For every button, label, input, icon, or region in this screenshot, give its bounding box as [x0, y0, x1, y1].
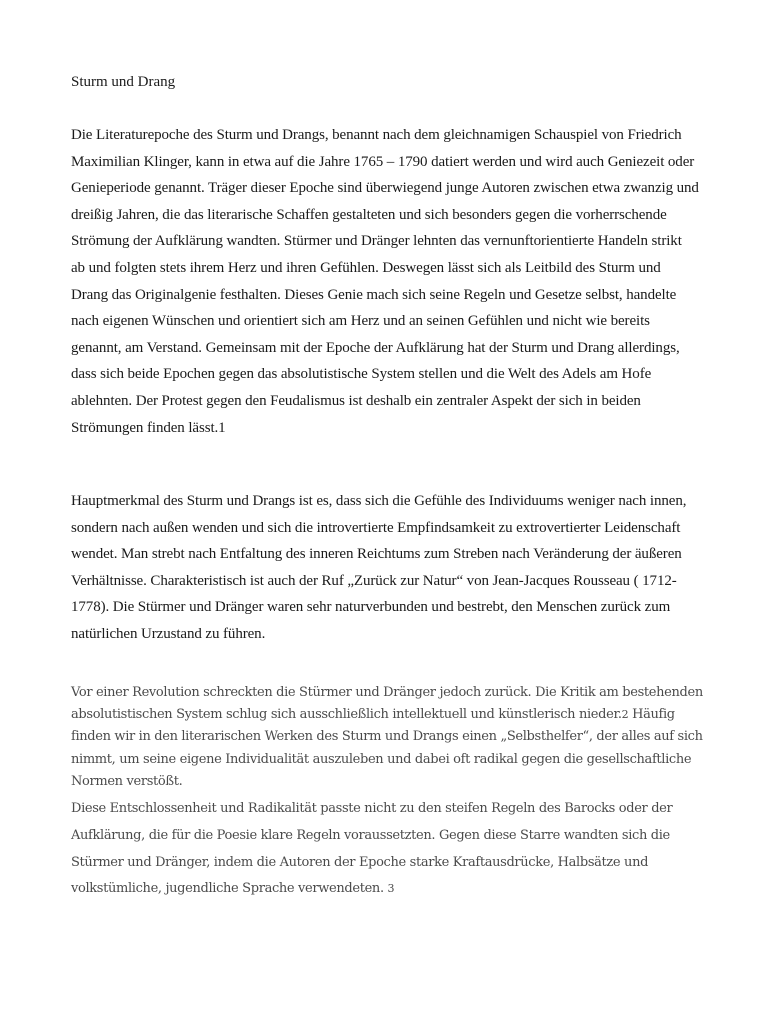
paragraph-language-text: Diese Entschlossenheit und Radikalität passte nicht zu den steifen Regeln des Barocks oder der Aufklärung, die für die Poesie klare Regeln voraussetzten. Gegen diese Starre wandten sich die Stürmer und Dränger, indem die Autoren der Epoche starke Kraftausdrücke, Halbsätze und volkstümliche, jugendliche Sprache verwendeten. — [71, 801, 673, 897]
paragraph-revolution-text-end: Häufig finden wir in den literarischen Werken des Sturm und Drangs einen „Selbsthelfer“, der alles auf sich nimmt, um seine eigene Individualität auszuleben und dabei oft radikal gegen die gesellschaftliche Normen verstößt. — [71, 707, 703, 789]
paragraph-introduction: Die Literaturepoche des Sturm und Drangs, benannt nach dem gleichnamigen Schauspiel von Friedrich Maximilian Klinger, kann in etwa auf die Jahre 1765 – 1790 datiert werden und wird auch Geniezeit oder Genieperiode genannt. Träger dieser Epoche sind überwiegend junge Autoren zwischen etwa zwanzig und dreißig Jahren, die das literarische Schaffen gestalteten und sich besonders gegen die vorherrschende Strömung der Aufklärung wandten. Stürmer und Dränger lehnten das vernunftorientierte Handeln strikt ab und folgten stets ihrem Herz und ihren Gefühlen. Deswegen lässt sich als Leitbild des Sturm und Drang das Originalgenie festhalten. Dieses Genie mach sich seine Regeln und Gesetze selbst, handelte nach eigenen Wünschen und orientiert sich am Herz und an seinen Gefühlen und nicht wie bereits genannt, am Verstand. Gemeinsam mit der Epoche der Aufklärung hat der Sturm und Drang allerdings, dass sich beide Epochen gegen das absolutistische System stellen und die Welt des Adels am Hofe ablehnten. Der Protest gegen den Feudalismus ist deshalb ein zentraler Aspekt der sich in beiden Strömungen finden lässt.1 — [71, 127, 699, 436]
footnote-marker-2: 2 — [621, 708, 629, 722]
paragraph-revolution-text-start: Vor einer Revolution schreckten die Stürmer und Dränger jedoch zurück. Die Kritik am bestehenden absolutistischen System schlug sich ausschließlich intellektuell und künstlerisch nieder. — [71, 685, 703, 723]
paragraph-language — [71, 796, 707, 903]
document-title: Sturm und Drang — [71, 74, 176, 90]
paragraph-main-features: Hauptmerkmal des Sturm und Drangs ist es, dass sich die Gefühle des Individuums weniger nach innen, sondern nach außen wenden und sich die introvertierte Empfindsamkeit zu extrovertierter Leidenschaft wendet. Man strebt nach Entfaltung des inneren Reichtums zum Streben nach Veränderung der äußeren Verhältnisse. Charakteristisch ist auch der Ruf „Zurück zur Natur“ von Jean-Jacques Rousseau ( 1712-1778). Die Stürmer und Dränger waren sehr naturverbunden und bestrebt, den Menschen zurück zum natürlichen Urzustand zu führen. — [71, 493, 687, 642]
paragraph-revolution — [71, 682, 707, 793]
footnote-marker-3: 3 — [387, 882, 395, 896]
